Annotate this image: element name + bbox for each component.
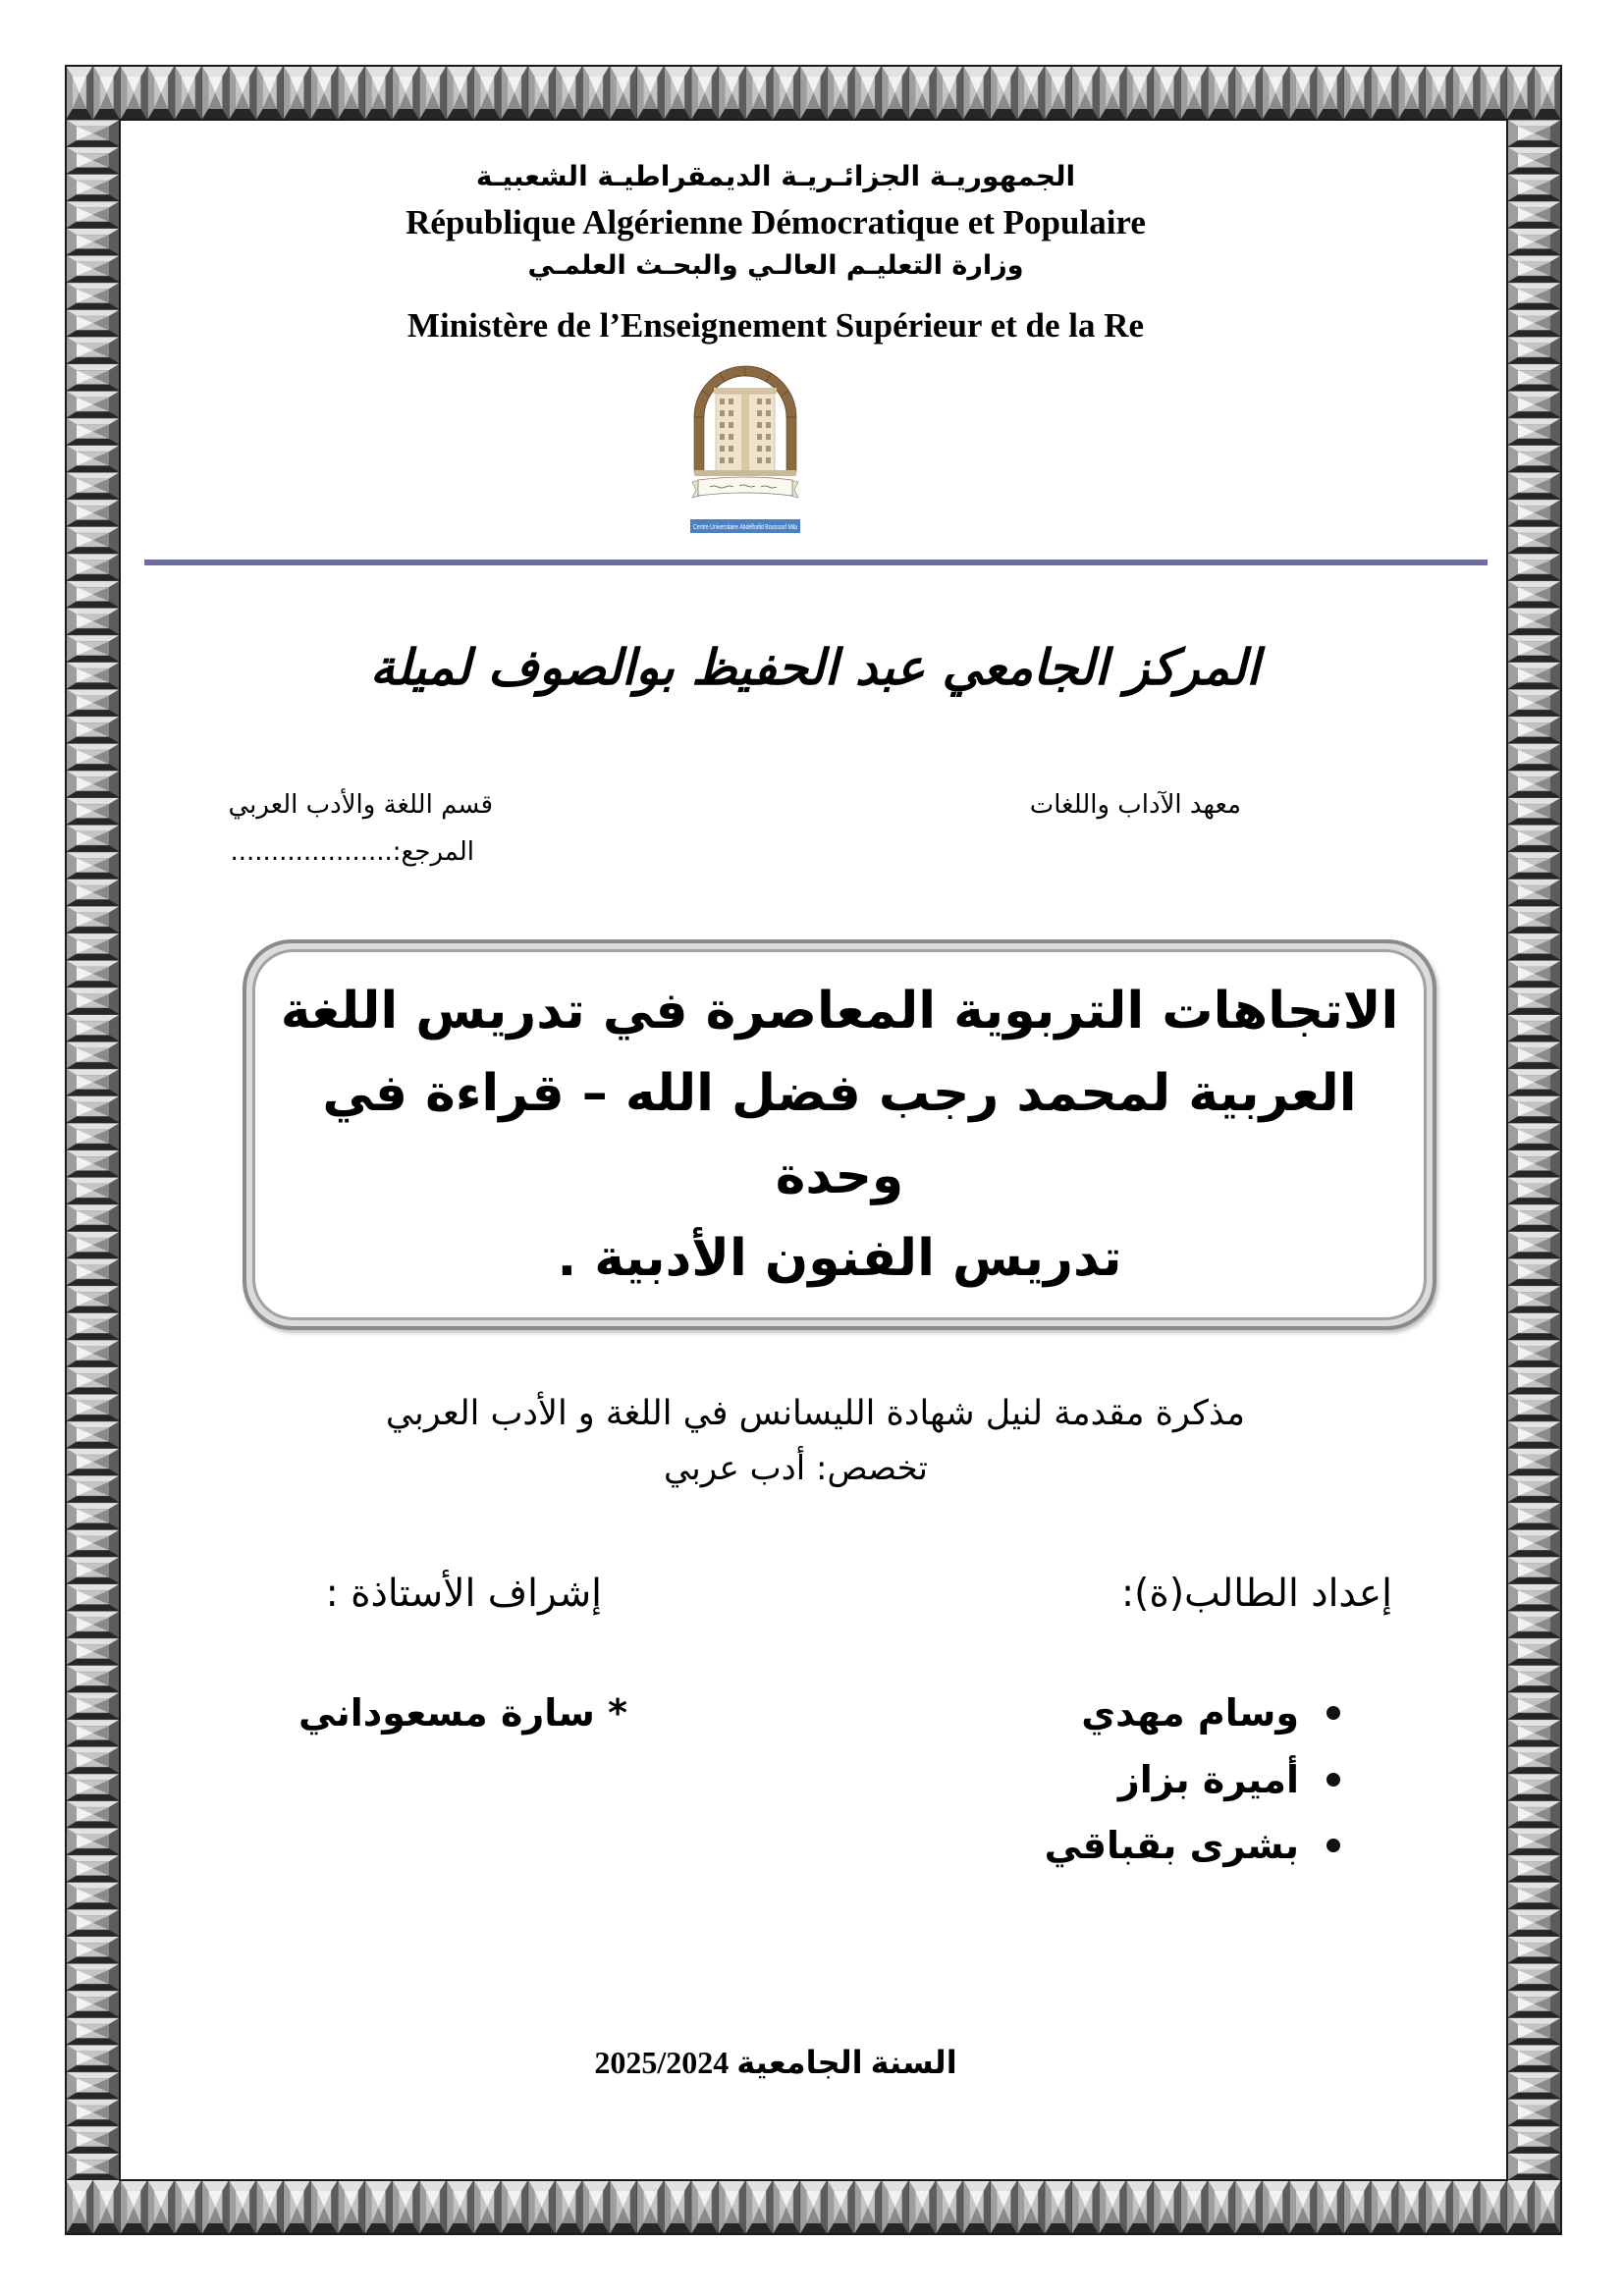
ministry-name-arabic: وزارة التعليـم العالـي والبحـث العلمـي xyxy=(527,250,1024,281)
border-left xyxy=(66,120,120,2180)
list-item xyxy=(1118,1755,1340,1804)
thesis-title-line-2: العربية لمحمد رجب فضل الله – قراءة في وحدة xyxy=(322,1064,1357,1205)
degree-statement: مذكرة مقدمة لنيل شهادة الليسانس في اللغة و الأدب العربي xyxy=(385,1394,1245,1433)
thesis-title-line-1: الاتجاهات التربوية المعاصرة في تدريس اللغة xyxy=(280,982,1399,1041)
republic-name-french: République Algérienne Démocratique et Populaire xyxy=(406,203,1146,241)
institution-name: المركز الجامعي عبد الحفيظ بوالصوف لميلة xyxy=(369,639,1261,696)
institute-name: معهد الآداب واللغات xyxy=(1029,790,1241,820)
student-name: بشرى بقباقي xyxy=(1044,1824,1299,1867)
student-name: وسام مهدي xyxy=(1081,1691,1299,1735)
students-label: إعداد الطالب(ة): xyxy=(1121,1572,1392,1616)
logo-caption: Centre Universitaire Abdelhafid Boussouf Mila xyxy=(693,524,798,531)
specialty-line: تخصص: أدب عربي xyxy=(663,1449,928,1488)
university-logo xyxy=(690,364,800,536)
bullet-icon xyxy=(1326,1839,1340,1852)
supervisor-label: إشراف الأستاذة : xyxy=(325,1572,602,1616)
department-name: قسم اللغة والأدب العربي xyxy=(228,790,493,820)
horizontal-divider xyxy=(144,560,1488,565)
bullet-icon xyxy=(1326,1773,1340,1787)
supervisor-name: * سارة مسعوداني xyxy=(298,1691,627,1735)
ministry-name-french: Ministère de l’Enseignement Supérieur et de la Re xyxy=(406,306,1145,345)
thesis-title-line-3: تدريس الفنون الأدبية . xyxy=(557,1229,1122,1288)
republic-name-arabic: الجمهوريـة الجزائـريـة الديمقراطيـة الشعبيـة xyxy=(475,160,1076,192)
border-bottom xyxy=(66,2180,1561,2234)
list-item xyxy=(1045,1821,1340,1870)
list-item xyxy=(1081,1688,1340,1737)
title-frame xyxy=(243,939,1436,1330)
border-right xyxy=(1507,120,1561,2180)
title-frame-inner xyxy=(252,949,1427,1320)
academic-year: السنة الجامعية 2025/2024 xyxy=(594,2045,957,2080)
border-top xyxy=(66,66,1561,120)
reference-field: المرجع:.................... xyxy=(230,837,474,867)
bullet-icon xyxy=(1326,1706,1340,1720)
student-name: أميرة بزاز xyxy=(1117,1758,1299,1801)
